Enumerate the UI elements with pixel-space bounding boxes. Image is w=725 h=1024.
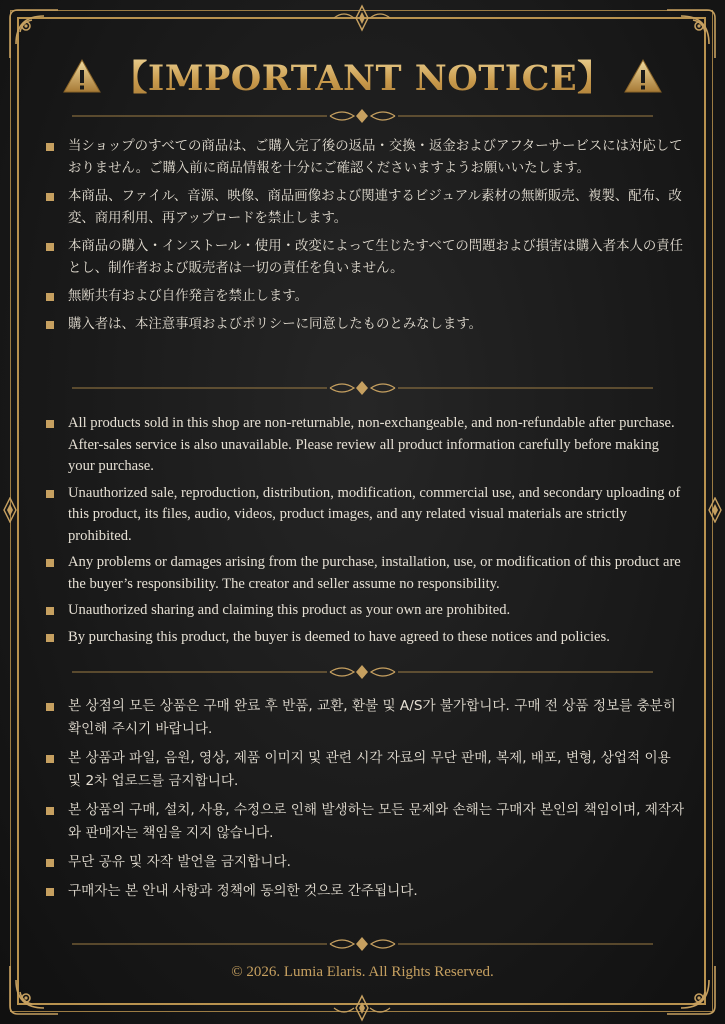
- copyright-footer: © 2026. Lumia Elaris. All Rights Reserved.: [231, 964, 494, 980]
- notice-text: 当ショップのすべての商品は、ご購入完了後の返品・交換・返金およびアフターサービスには対応しておりません。ご購入前に商品情報を十分にご確認くださいますようお願いいたします。: [68, 139, 683, 176]
- list-item: [45, 552, 685, 595]
- list-item: [45, 236, 685, 280]
- bullet-square-icon: [46, 755, 54, 763]
- warning-icon: [62, 58, 102, 94]
- list-item: [45, 695, 685, 741]
- list-item: [45, 483, 685, 548]
- list-item: [45, 413, 685, 478]
- section-divider: [72, 662, 653, 682]
- notice-text: 구매자는 본 안내 사항과 정책에 동의한 것으로 간주됩니다.: [68, 883, 418, 899]
- top-ornament-icon: [332, 4, 392, 32]
- bullet-square-icon: [46, 321, 54, 329]
- title-row: [40, 50, 685, 102]
- bullet-square-icon: [46, 859, 54, 867]
- notice-text: 本商品、ファイル、音源、映像、商品画像および関連するビジュアル素材の無断販売、複製、配布、改変、商用利用、再アップロードを禁止します。: [68, 189, 682, 226]
- bullet-square-icon: [46, 607, 54, 615]
- notice-text: 購入者は、本注意事項およびポリシーに同意したものとみなします。: [68, 317, 483, 332]
- list-item: [45, 851, 685, 874]
- list-item: [45, 600, 685, 622]
- notice-text: 本商品の購入・インストール・使用・改変によって生じたすべての問題および損害は購入者本人の責任とし、制作者および販売者は一切の責任を負いません。: [68, 239, 684, 276]
- warning-icon: [623, 58, 663, 94]
- notice-text: 無断共有および自作発言を禁止します。: [68, 289, 308, 304]
- bullet-square-icon: [46, 243, 54, 251]
- notice-text: Any problems or damages arising from the purchase, installation, use, or modification of this product are the buyer’s responsibility. The creator and seller assume no responsibility.: [68, 554, 681, 592]
- notice-text: All products sold in this shop are non-returnable, non-exchangeable, and non-refundable after purchase. After-sales service is also unavailable. Please review all product information carefully before making your purchase.: [68, 415, 675, 474]
- bullet-square-icon: [46, 193, 54, 201]
- bullet-square-icon: [46, 559, 54, 567]
- diamond-ornament-icon: [708, 497, 722, 523]
- diamond-ornament-icon: [3, 497, 17, 523]
- bullet-square-icon: [46, 888, 54, 896]
- list-item: [45, 627, 685, 649]
- bottom-ornament-icon: [332, 994, 392, 1022]
- bullet-square-icon: [46, 490, 54, 498]
- section-divider: [72, 378, 653, 398]
- list-item: [45, 186, 685, 230]
- notice-text: Unauthorized sale, reproduction, distribution, modification, commercial use, and secondary uploading of this product, its files, audio, videos, product images, and any related visual materials are strictly prohibited.: [68, 484, 681, 544]
- notice-text: 본 상품의 구매, 설치, 사용, 수정으로 인해 발생하는 모든 문제와 손해는 구매자 본인의 책임이며, 제작자와 판매자는 책임을 지지 않습니다.: [68, 802, 685, 841]
- notice-text: 본 상품과 파일, 음원, 영상, 제품 이미지 및 관련 시각 자료의 무단 판매, 복제, 배포, 변형, 상업적 이용 및 2차 업로드를 금지합니다.: [68, 750, 671, 789]
- english-notice-list: [45, 413, 685, 653]
- notice-text: By purchasing this product, the buyer is deemed to have agreed to these notices and policies.: [68, 628, 610, 645]
- bullet-square-icon: [46, 293, 54, 301]
- korean-notice-list: [45, 695, 685, 909]
- bullet-square-icon: [46, 420, 54, 428]
- section-divider: [72, 106, 653, 126]
- notice-text: Unauthorized sharing and claiming this product as your own are prohibited.: [68, 602, 511, 618]
- japanese-notice-list: [45, 136, 685, 342]
- bullet-square-icon: [46, 807, 54, 815]
- list-item: [45, 314, 685, 336]
- bullet-square-icon: [46, 634, 54, 642]
- list-item: [45, 286, 685, 308]
- page-title: 【IMPORTANT NOTICE】: [112, 51, 612, 101]
- bullet-square-icon: [46, 143, 54, 151]
- bullet-square-icon: [46, 703, 54, 711]
- notice-text: 무단 공유 및 자작 발언을 금지합니다.: [68, 854, 291, 870]
- list-item: [45, 136, 685, 180]
- notice-text: 본 상점의 모든 상품은 구매 완료 후 반품, 교환, 환불 및 A/S가 불가합니다. 구매 전 상품 정보를 충분히 확인해 주시기 바랍니다.: [68, 698, 676, 737]
- list-item: [45, 799, 685, 845]
- section-divider: [72, 934, 653, 954]
- list-item: [45, 747, 685, 793]
- list-item: [45, 880, 685, 903]
